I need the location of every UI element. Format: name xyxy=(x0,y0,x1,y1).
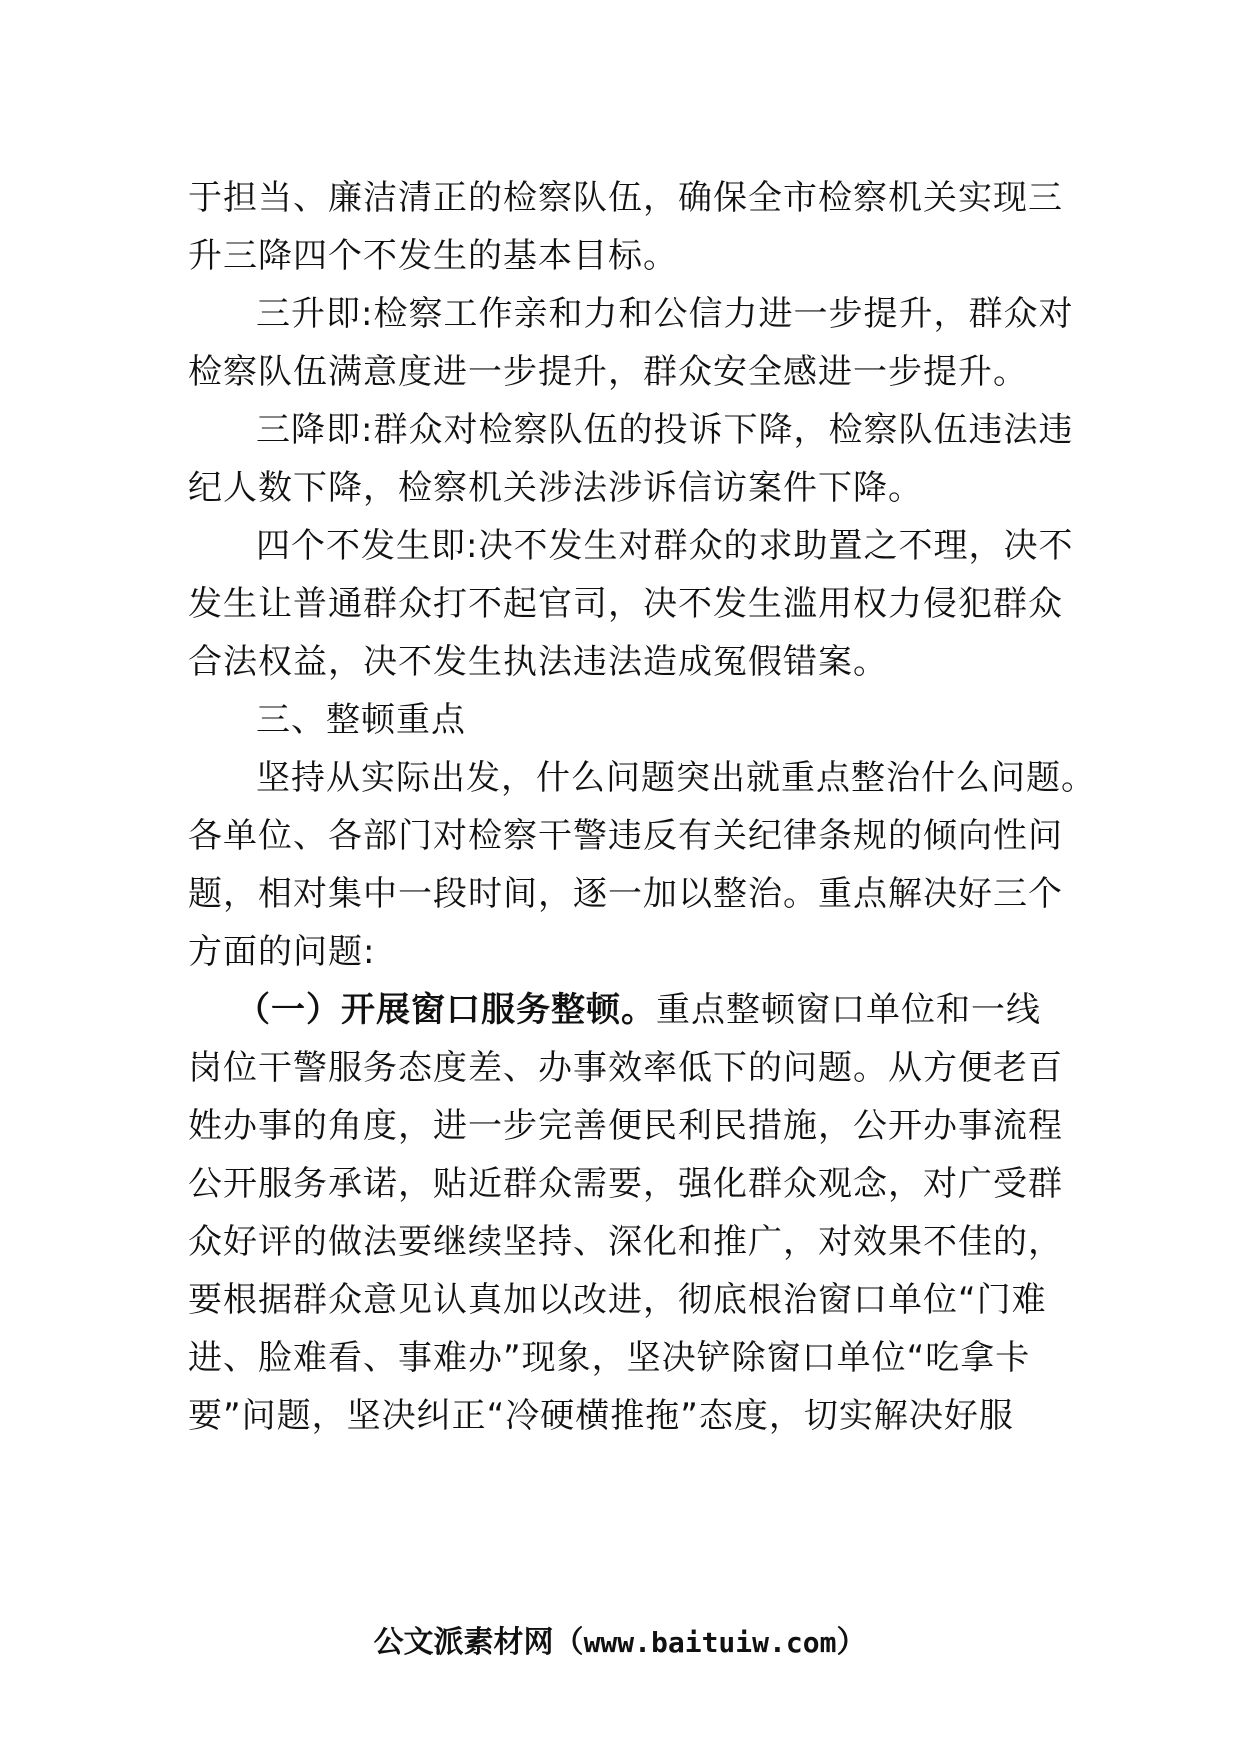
text-line: 姓办事的角度，进一步完善便民利民措施，公开办事流程 xyxy=(188,1106,1063,1146)
text-line: 四个不发生即:决不发生对群众的求助置之不理，决不 xyxy=(256,526,1074,566)
text-line: 要根据群众意见认真加以改进，彻底根治窗口单位“门难 xyxy=(188,1280,1047,1320)
footer-url: www.baituiw.com xyxy=(583,1626,837,1659)
subsection-line xyxy=(236,990,1068,1030)
text-line: 要”问题，坚决纠正“冷硬横推拖”态度，切实解决好服 xyxy=(188,1396,1014,1436)
text-line: 公开服务承诺，贴近群众需要，强化群众观念，对广受群 xyxy=(188,1164,1063,1204)
text-line: 三升即:检察工作亲和力和公信力进一步提升，群众对 xyxy=(256,294,1074,334)
text-line: 坚持从实际出发，什么问题突出就重点整治什么问题。 xyxy=(256,758,1096,798)
text-line: 合法权益，决不发生执法违法造成冤假错案。 xyxy=(188,642,888,682)
text-line: 于担当、廉洁清正的检察队伍，确保全市检察机关实现三 xyxy=(188,178,1063,218)
text-line: 岗位干警服务态度差、办事效率低下的问题。从方便老百 xyxy=(188,1048,1063,1088)
text-line: 发生让普通群众打不起官司，决不发生滥用权力侵犯群众 xyxy=(188,584,1063,624)
text-line: 方面的问题: xyxy=(188,932,376,972)
text-line: 众好评的做法要继续坚持、深化和推广，对效果不佳的， xyxy=(188,1222,1063,1262)
footer-site-name: 公文派素材网（ xyxy=(373,1625,584,1660)
section-heading: 三、整顿重点 xyxy=(256,700,466,740)
text-line: 三降即:群众对检察队伍的投诉下降，检察队伍违法违 xyxy=(256,410,1074,450)
subsection-heading: （一）开展窗口服务整顿。 xyxy=(236,990,656,1030)
text-line: 各单位、各部门对检察干警违反有关纪律条规的倾向性问 xyxy=(188,816,1063,856)
page-footer xyxy=(0,1624,1240,1662)
text-line: 进、脸难看、事难办”现象，坚决铲除窗口单位“吃拿卡 xyxy=(188,1338,1031,1378)
text-line: 升三降四个不发生的基本目标。 xyxy=(188,236,678,276)
text-line: 纪人数下降，检察机关涉法涉诉信访案件下降。 xyxy=(188,468,923,508)
subsection-text: 重点整顿窗口单位和一线 xyxy=(656,990,1041,1030)
text-line: 检察队伍满意度进一步提升，群众安全感进一步提升。 xyxy=(188,352,1028,392)
footer-close: ） xyxy=(836,1625,867,1660)
text-line: 题，相对集中一段时间，逐一加以整治。重点解决好三个 xyxy=(188,874,1063,914)
